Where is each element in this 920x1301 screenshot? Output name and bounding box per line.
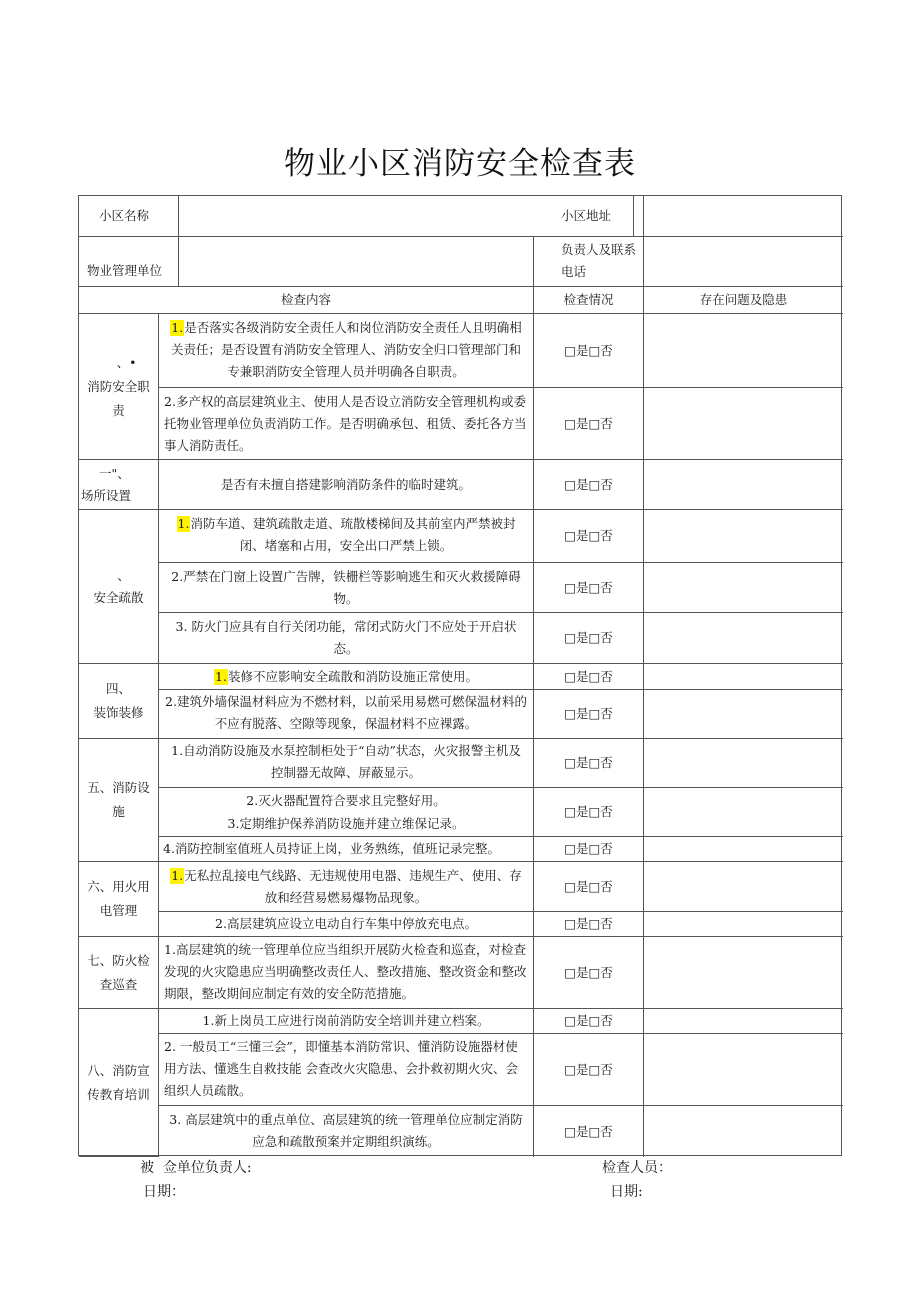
section-label: 、 安全疏散 [79, 510, 159, 664]
issues-cell[interactable] [644, 563, 843, 613]
issues-cell[interactable] [644, 690, 843, 739]
check-item: 3. 高层建筑中的重点单位、高层建筑的统一管理单位应制定消防应急和疏散预案并定期组织演练。 [159, 1106, 534, 1157]
issues-cell[interactable] [644, 788, 843, 837]
check-status[interactable]: □是□否 [534, 314, 644, 388]
section-label: 四、 装饰装修 [79, 664, 159, 739]
check-item: 2.多产权的高层建筑业主、使用人是否设立消防安全管理机构或委托物业管理单位负责消防工作。是否明确承包、租赁、委托各方当事人消防责任。 [159, 388, 534, 460]
check-status[interactable]: □是□否 [534, 613, 644, 664]
issues-cell[interactable] [644, 937, 843, 1009]
check-item: 2.建筑外墙保温材料应为不燃材料，以前采用易燃可燃保温材料的不应有脱落、空隙等现象，保温材料不应裸露。 [159, 690, 534, 739]
section-label: 七、防火检查巡查 [79, 937, 159, 1009]
date-right: 日期: [610, 1184, 643, 1200]
issues-cell[interactable] [644, 314, 843, 388]
issues-cell[interactable] [644, 862, 843, 912]
property-company-label: 物业管理单位 [79, 237, 179, 287]
check-item: 2.严禁在门窗上设置广告牌，铁栅栏等影响逃生和灭火救援障碍物。 [159, 563, 534, 613]
check-item: 1.高层建筑的统一管理单位应当组织开展防火检查和巡查，对检查发现的火灾隐患应当明确整改责任人、整改措施、整改资金和整改期限，整改期间应制定有效的安全防范措施。 [159, 937, 534, 1009]
check-item: 1. 新上岗员工应进行岗前消防安全培训并建立档案。 [159, 1009, 534, 1034]
issues-cell[interactable] [644, 613, 843, 664]
community-address-label: 小区地址 [534, 196, 644, 237]
check-item: 4. 消防控制室值班人员持证上岗，业务熟练，值班记录完整。 [159, 837, 534, 862]
check-status[interactable]: □是□否 [534, 837, 644, 862]
inspection-table [78, 195, 842, 1156]
page-title: 物业小区消防安全检查表 [284, 146, 636, 182]
issues-cell[interactable] [644, 739, 843, 788]
check-status[interactable]: □是□否 [534, 563, 644, 613]
issues-cell[interactable] [644, 1034, 843, 1106]
section-label: 六、用火用电管理 [79, 862, 159, 937]
column-header-issues: 存在问题及隐患 [644, 287, 843, 314]
issues-cell[interactable] [644, 510, 843, 563]
check-status[interactable]: □是□否 [534, 510, 644, 563]
check-item: 1.无私拉乱接电气线路、无违规使用电器、违规生产、使用、存放和经营易燃易爆物品现象。 [159, 862, 534, 912]
issues-cell[interactable] [644, 1009, 843, 1034]
check-status[interactable]: □是□否 [534, 739, 644, 788]
check-item: 3. 防火门应具有自行关闭功能，常闭式防火门不应处于开启状态。 [159, 613, 534, 664]
column-header-status: 检查情况 [534, 287, 644, 314]
community-address-value[interactable] [644, 196, 843, 237]
check-item: 是否有未擅自搭建影响消防条件的临时建筑。 [159, 460, 534, 510]
check-item: 2. 高层建筑应设立电动自行车集中停放充电点。 [159, 912, 534, 937]
section-label: 五、消防设施 [79, 739, 159, 862]
check-status[interactable]: □是□否 [534, 690, 644, 739]
community-name-label: 小区名称 [79, 196, 179, 237]
check-item: 1.自动消防设施及水泵控制柜处于“自动”状态，火灾报警主机及控制器无故障、屏蔽显示。 [159, 739, 534, 788]
check-item: 1. 装修不应影响安全疏散和消防设施正常使用。 [159, 664, 534, 690]
column-header-content: 检查内容 [79, 287, 534, 314]
inspected-unit-signature: 被 佥单位负责人: [140, 1160, 252, 1176]
check-status[interactable]: □是□否 [534, 460, 644, 510]
issues-cell[interactable] [644, 460, 843, 510]
check-status[interactable]: □是□否 [534, 788, 644, 837]
check-status[interactable]: □是□否 [534, 1106, 644, 1157]
check-item: 1.消防车道、建筑疏散走道、琉散楼梯间及其前室内严禁被封闭、堵塞和占用，安全出口严禁上锁。 [159, 510, 534, 563]
issues-cell[interactable] [644, 912, 843, 937]
inspector-signature: 检查人员： [602, 1160, 672, 1176]
check-item: 2. 一般员工“三懂三会”，即懂基本消防常识、懂消防设施器材使用方法、懂逃生自救技能 会查改火灾隐患、会扑救初期火灾、会组织人员疏散。 [159, 1034, 534, 1106]
issues-cell[interactable] [644, 1106, 843, 1157]
contact-value[interactable] [644, 237, 843, 287]
issues-cell[interactable] [644, 664, 843, 690]
check-status[interactable]: □是□否 [534, 664, 644, 690]
issues-cell[interactable] [644, 837, 843, 862]
check-status[interactable]: □是□否 [534, 937, 644, 1009]
date-left: 日期： [143, 1184, 185, 1200]
section-label: 、• 消防安全职责 [79, 314, 159, 460]
contact-label: 负责人及联系电话 [534, 237, 644, 287]
property-company-value[interactable] [179, 237, 534, 287]
check-status[interactable]: □是□否 [534, 862, 644, 912]
section-label: 一"、 场所设置 [79, 460, 159, 510]
check-status[interactable]: □是□否 [534, 1009, 644, 1034]
check-item: 1.是否落实各级消防安全责任人和岗位消防安全责任人且明确相关责任；是否设置有消防安全管理人、消防安全归口管理部门和专兼职消防安全管理人员并明确各自职责。 [159, 314, 534, 388]
issues-cell[interactable] [644, 388, 843, 460]
section-label: 八、消防宣传教育培训 [79, 1009, 159, 1157]
check-status[interactable]: □是□否 [534, 1034, 644, 1106]
check-status[interactable]: □是□否 [534, 388, 644, 460]
check-status[interactable]: □是□否 [534, 912, 644, 937]
check-item: 2.灭火器配置符合要求且完整好用。 3.定期维护保养消防设施并建立维保记录。 [159, 788, 534, 837]
